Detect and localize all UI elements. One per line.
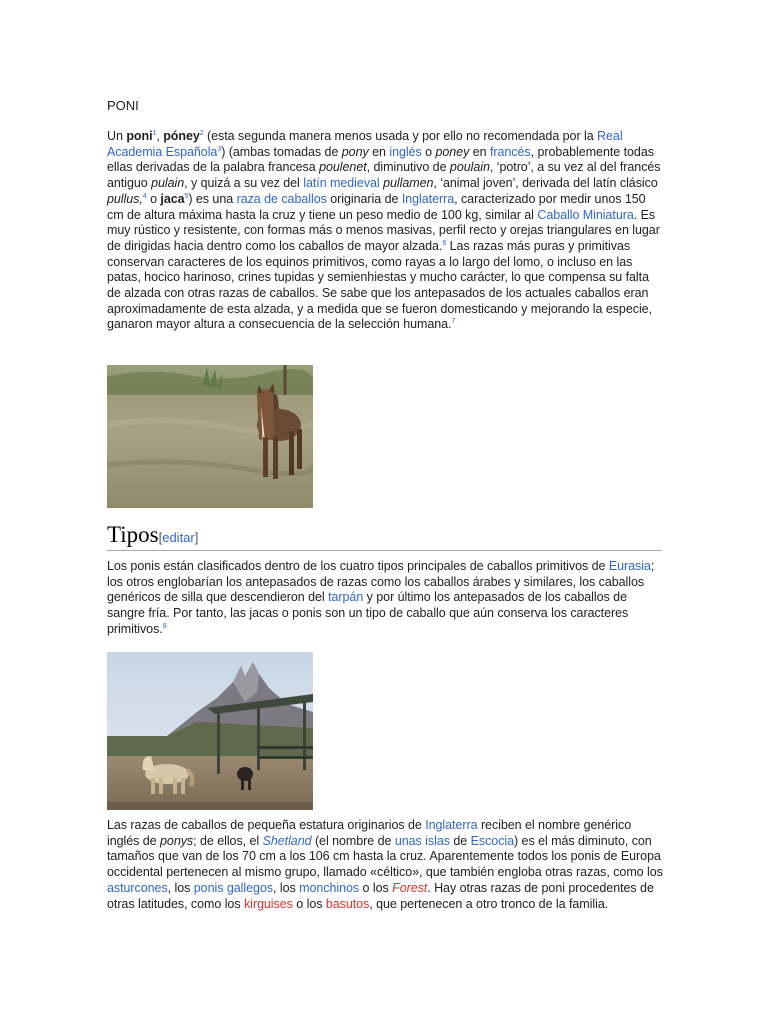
text: Las razas más puras y primitivas conservan caracteres de los equinos primitivos, como rayas a lo largo del lomo, o incluso en las patas, hocico harinoso, crines tupidas y semienhiestas y mucho carácter, lo que compensa su falta de alzada con otras razas de caballos. Se sabe que los antepasados de los actuales caballos eran aproximadamente de esta alzada, y a medida que se fueron domesticando y mejorando la especie, ganaron mayor altura a consecuencia de la selección humana. xyxy=(107,238,652,332)
reference-5[interactable]: 5 xyxy=(184,192,189,200)
redlink-basutos[interactable]: basutos xyxy=(325,896,370,911)
text: ) es una xyxy=(188,191,237,206)
link-shetland[interactable] xyxy=(263,834,312,848)
edit-link[interactable]: editar xyxy=(162,530,195,545)
text: Los ponis están clasificados dentro de los cuatro tipos principales de caballos primitivos de xyxy=(107,559,609,573)
link-ponis-gallegos[interactable]: ponis gallegos xyxy=(193,880,273,895)
term-ponys: ponys xyxy=(160,833,194,848)
foal-photo-image xyxy=(107,365,313,508)
edit-bracket-open: [ xyxy=(158,530,163,545)
redlink-forest-label: Forest xyxy=(392,880,428,895)
link-monchinos[interactable]: monchinos xyxy=(299,880,360,895)
link-inglaterra-2[interactable]: Inglaterra xyxy=(425,818,478,832)
text: , caracterizado por medir unos 150 cm de altura máxima hasta la cruz y tiene un peso medio de 100 kg, similar al xyxy=(107,191,646,222)
text: , ‘potro’, a su vez al del francés antiguo xyxy=(107,160,661,191)
text: y por último los antepasados de los caballos de sangre fría. Por tanto, las jacas o ponis son un tipo de caballo que aún conserva los caracteres primitivos. xyxy=(107,590,629,636)
reference-3[interactable]: 3 xyxy=(217,145,222,153)
term-jaca: jaca xyxy=(160,191,185,206)
text: , probablemente todas ellas derivadas de la palabra francesa xyxy=(107,144,654,175)
term-pulain: pulain xyxy=(151,176,185,191)
foal-photo[interactable] xyxy=(107,365,313,508)
intro-paragraph xyxy=(107,129,663,333)
text: o xyxy=(146,191,161,206)
text: . Es muy rústico y resistente, con formas más o menos masivas, perfil recto y orejas triangulares en lugar de dirigidas hacia dentro como los caballos de mayor alzada. xyxy=(107,207,660,253)
text: . Hay otras razas de poni procedentes de otras latitudes, como los xyxy=(107,880,654,911)
link-eurasia[interactable]: Eurasia xyxy=(608,559,651,573)
section-heading-tipos xyxy=(107,520,662,551)
text: o los xyxy=(359,880,393,895)
link-escocia[interactable]: Escocia xyxy=(470,833,515,848)
edit-bracket-close: ] xyxy=(194,530,199,545)
text: reciben el nombre genérico inglés de xyxy=(107,818,632,848)
link-latin-medieval[interactable]: latín medieval xyxy=(303,176,380,191)
reference-6[interactable]: 6 xyxy=(442,239,447,247)
link-asturcones[interactable]: asturcones xyxy=(107,880,168,895)
tipos-paragraph xyxy=(107,559,663,638)
page-title: PONI xyxy=(107,98,139,113)
reference-8[interactable]: 8 xyxy=(162,622,167,630)
reference-1[interactable]: 1 xyxy=(152,130,157,137)
text: , y quizá a su vez del xyxy=(184,176,304,191)
text: (el nombre de xyxy=(311,833,395,848)
text: en xyxy=(469,144,490,159)
redlink-forest[interactable] xyxy=(392,881,427,895)
link-ingles[interactable]: inglés xyxy=(389,144,422,159)
link-shetland-label: Shetland xyxy=(262,833,312,848)
text: (esta segunda manera menos usada y por ello no recomendada por la xyxy=(203,129,598,143)
term-poulain: poulain xyxy=(449,160,490,175)
reference-2[interactable]: 2 xyxy=(199,130,204,137)
term-poney: póney xyxy=(163,129,200,143)
link-frances[interactable]: francés xyxy=(489,144,531,159)
term-poulenet: poulenet xyxy=(319,160,367,175)
section-title: Tipos xyxy=(107,522,159,547)
term-poni: poni xyxy=(126,129,153,143)
text: en xyxy=(368,144,390,159)
text: , diminutivo de xyxy=(366,160,450,175)
ponies-corral-image xyxy=(107,652,313,810)
text: Un xyxy=(107,129,127,143)
reference-7[interactable]: 7 xyxy=(451,318,456,326)
text: de xyxy=(449,833,471,848)
term-pullamen: pullamen xyxy=(383,176,434,191)
text: , ‘animal joven’, derivada del latín clásico xyxy=(433,176,658,191)
text: , que pertenecen a otro tronco de la familia. xyxy=(369,896,609,911)
text: originaria de xyxy=(326,191,402,206)
text: , los xyxy=(273,880,300,895)
text: ; los otros englobarían los antepasados de razas como los caballos árabes y similares, los caballos genéricos de silla que descendieron del xyxy=(107,559,655,605)
term-pullus: pullus, xyxy=(107,191,143,206)
link-caballo-miniatura[interactable]: Caballo Miniatura xyxy=(537,207,634,222)
term-pony: pony xyxy=(341,144,369,159)
text: ; de ellos, el xyxy=(193,833,263,848)
text: ) (ambas tomadas de xyxy=(221,144,342,159)
razas-paragraph xyxy=(107,818,663,912)
link-tarpan[interactable]: tarpán xyxy=(328,590,364,605)
link-unas-islas[interactable]: unas islas xyxy=(394,833,450,848)
text: , los xyxy=(167,880,194,895)
text: Las razas de caballos de pequeña estatura originarios de xyxy=(107,818,426,832)
text: o xyxy=(421,144,436,159)
text: o los xyxy=(292,896,326,911)
reference-4[interactable]: 4 xyxy=(142,192,147,200)
text: ) es el más diminuto, con tamaños que van de los 70 cm a los 106 cm hasta la cruz. Aparentemente todos los ponis de Europa occidental pertenecen al mismo grupo, llamado «céltico», que también engloba otras razas, como los xyxy=(107,833,663,880)
link-real-academia[interactable]: Real Academia Española xyxy=(107,129,623,159)
term-poney-fr: poney xyxy=(435,144,470,159)
link-inglaterra[interactable]: Inglaterra xyxy=(401,191,455,206)
link-raza-de-caballos[interactable]: raza de caballos xyxy=(236,191,327,206)
text: , xyxy=(156,129,164,143)
ponies-corral-photo[interactable] xyxy=(107,652,313,810)
redlink-kirguises[interactable]: kirguises xyxy=(243,896,293,911)
